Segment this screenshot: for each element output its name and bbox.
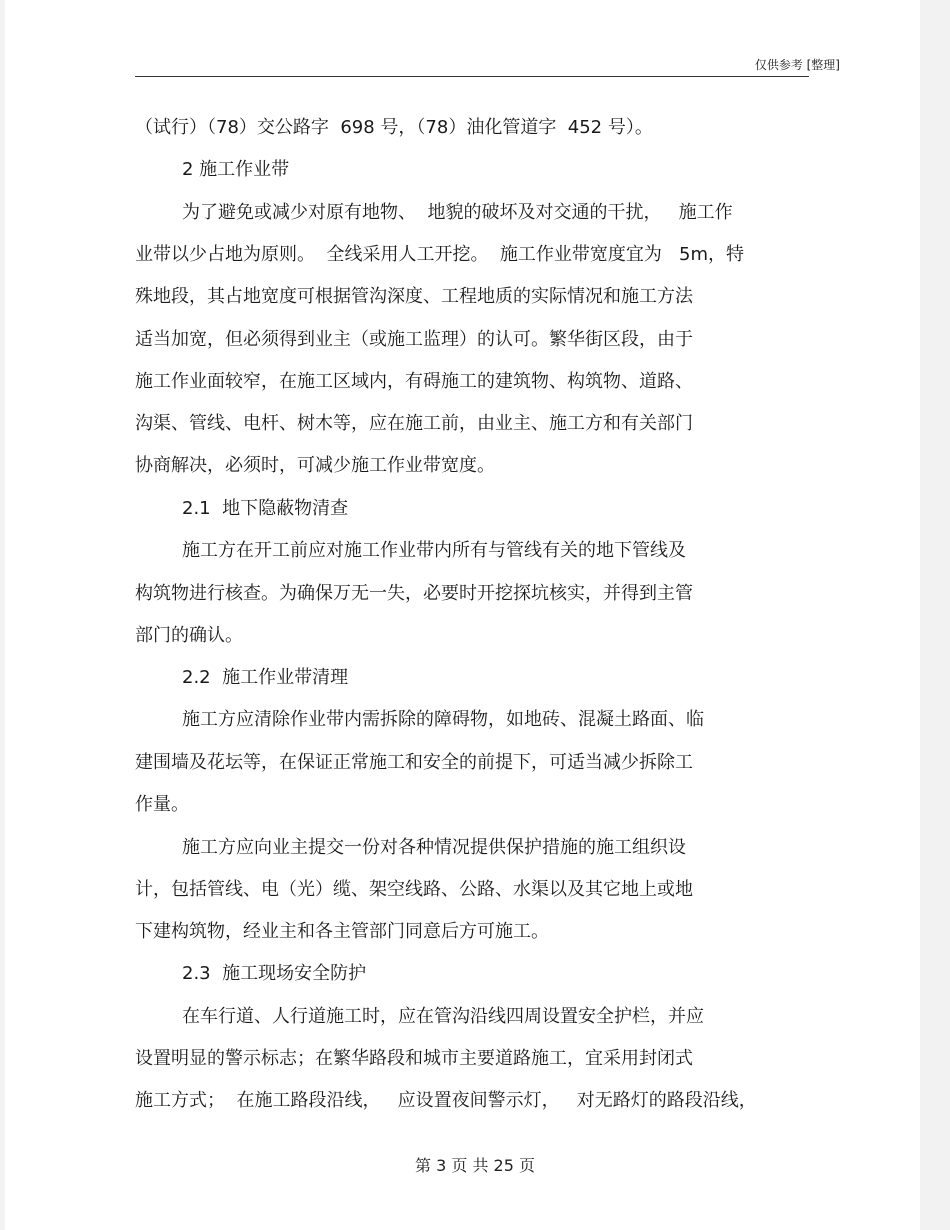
body-line: 部门的确认。 [135,625,243,646]
section-heading: 2 施工作业带 [182,159,290,180]
body-line: 施工方式； 在施工路段沿线， 应设置夜间警示灯， 对无路灯的路段沿线， [135,1090,757,1111]
header-note: 仅供参考 [整理] [754,58,840,72]
body-line: 构筑物进行核查。为确保万无一失，必要时开挖探坑核实，并得到主管 [135,583,693,604]
body-line: 施工方在开工前应对施工作业带内所有与管线有关的地下管线及 [182,540,686,561]
body-line: 下建构筑物，经业主和各主管部门同意后方可施工。 [135,921,549,942]
body-line: 施工方应向业主提交一份对各种情况提供保护措施的施工组织设 [182,837,686,858]
body-line: 为了避免或减少对原有地物、 地貌的破坏及对交通的干扰， 施工作 [182,202,733,223]
document-page [5,0,920,1230]
body-line: 沟渠、管线、电杆、树木等，应在施工前，由业主、施工方和有关部门 [135,413,693,434]
body-line: 适当加宽，但必须得到业主（或施工监理）的认可。繁华街区段，由于 [135,329,693,350]
body-line: 设置明显的警示标志；在繁华路段和城市主要道路施工，宜采用封闭式 [135,1048,693,1069]
header-rule [135,76,809,77]
body-line: 业带以少占地为原则。 全线采用人工开挖。 施工作业带宽度宜为 5m，特 [135,244,745,265]
section-heading: 2.3 施工现场安全防护 [182,963,367,984]
body-line: 建围墙及花坛等，在保证正常施工和安全的前提下，可适当减少拆除工 [135,752,693,773]
body-line: 协商解决，必须时，可减少施工作业带宽度。 [135,455,495,476]
body-line: （试行）（78）交公路字 698 号，（78）油化管道字 452 号）。 [135,117,653,138]
body-line: 在车行道、人行道施工时，应在管沟沿线四周设置安全护栏，并应 [182,1006,704,1027]
section-heading: 2.2 施工作业带清理 [182,667,349,688]
section-heading: 2.1 地下隐蔽物清查 [182,498,349,519]
body-line: 作量。 [135,794,189,815]
page-number-footer: 第 3 页 共 25 页 [415,1156,535,1175]
body-line: 施工方应清除作业带内需拆除的障碍物，如地砖、混凝土路面、临 [182,709,704,730]
body-line: 施工作业面较窄，在施工区域内，有碍施工的建筑物、构筑物、道路、 [135,371,693,392]
body-line: 计，包括管线、电（光）缆、架空线路、公路、水渠以及其它地上或地 [135,879,693,900]
body-line: 殊地段，其占地宽度可根据管沟深度、工程地质的实际情况和施工方法 [135,286,693,307]
